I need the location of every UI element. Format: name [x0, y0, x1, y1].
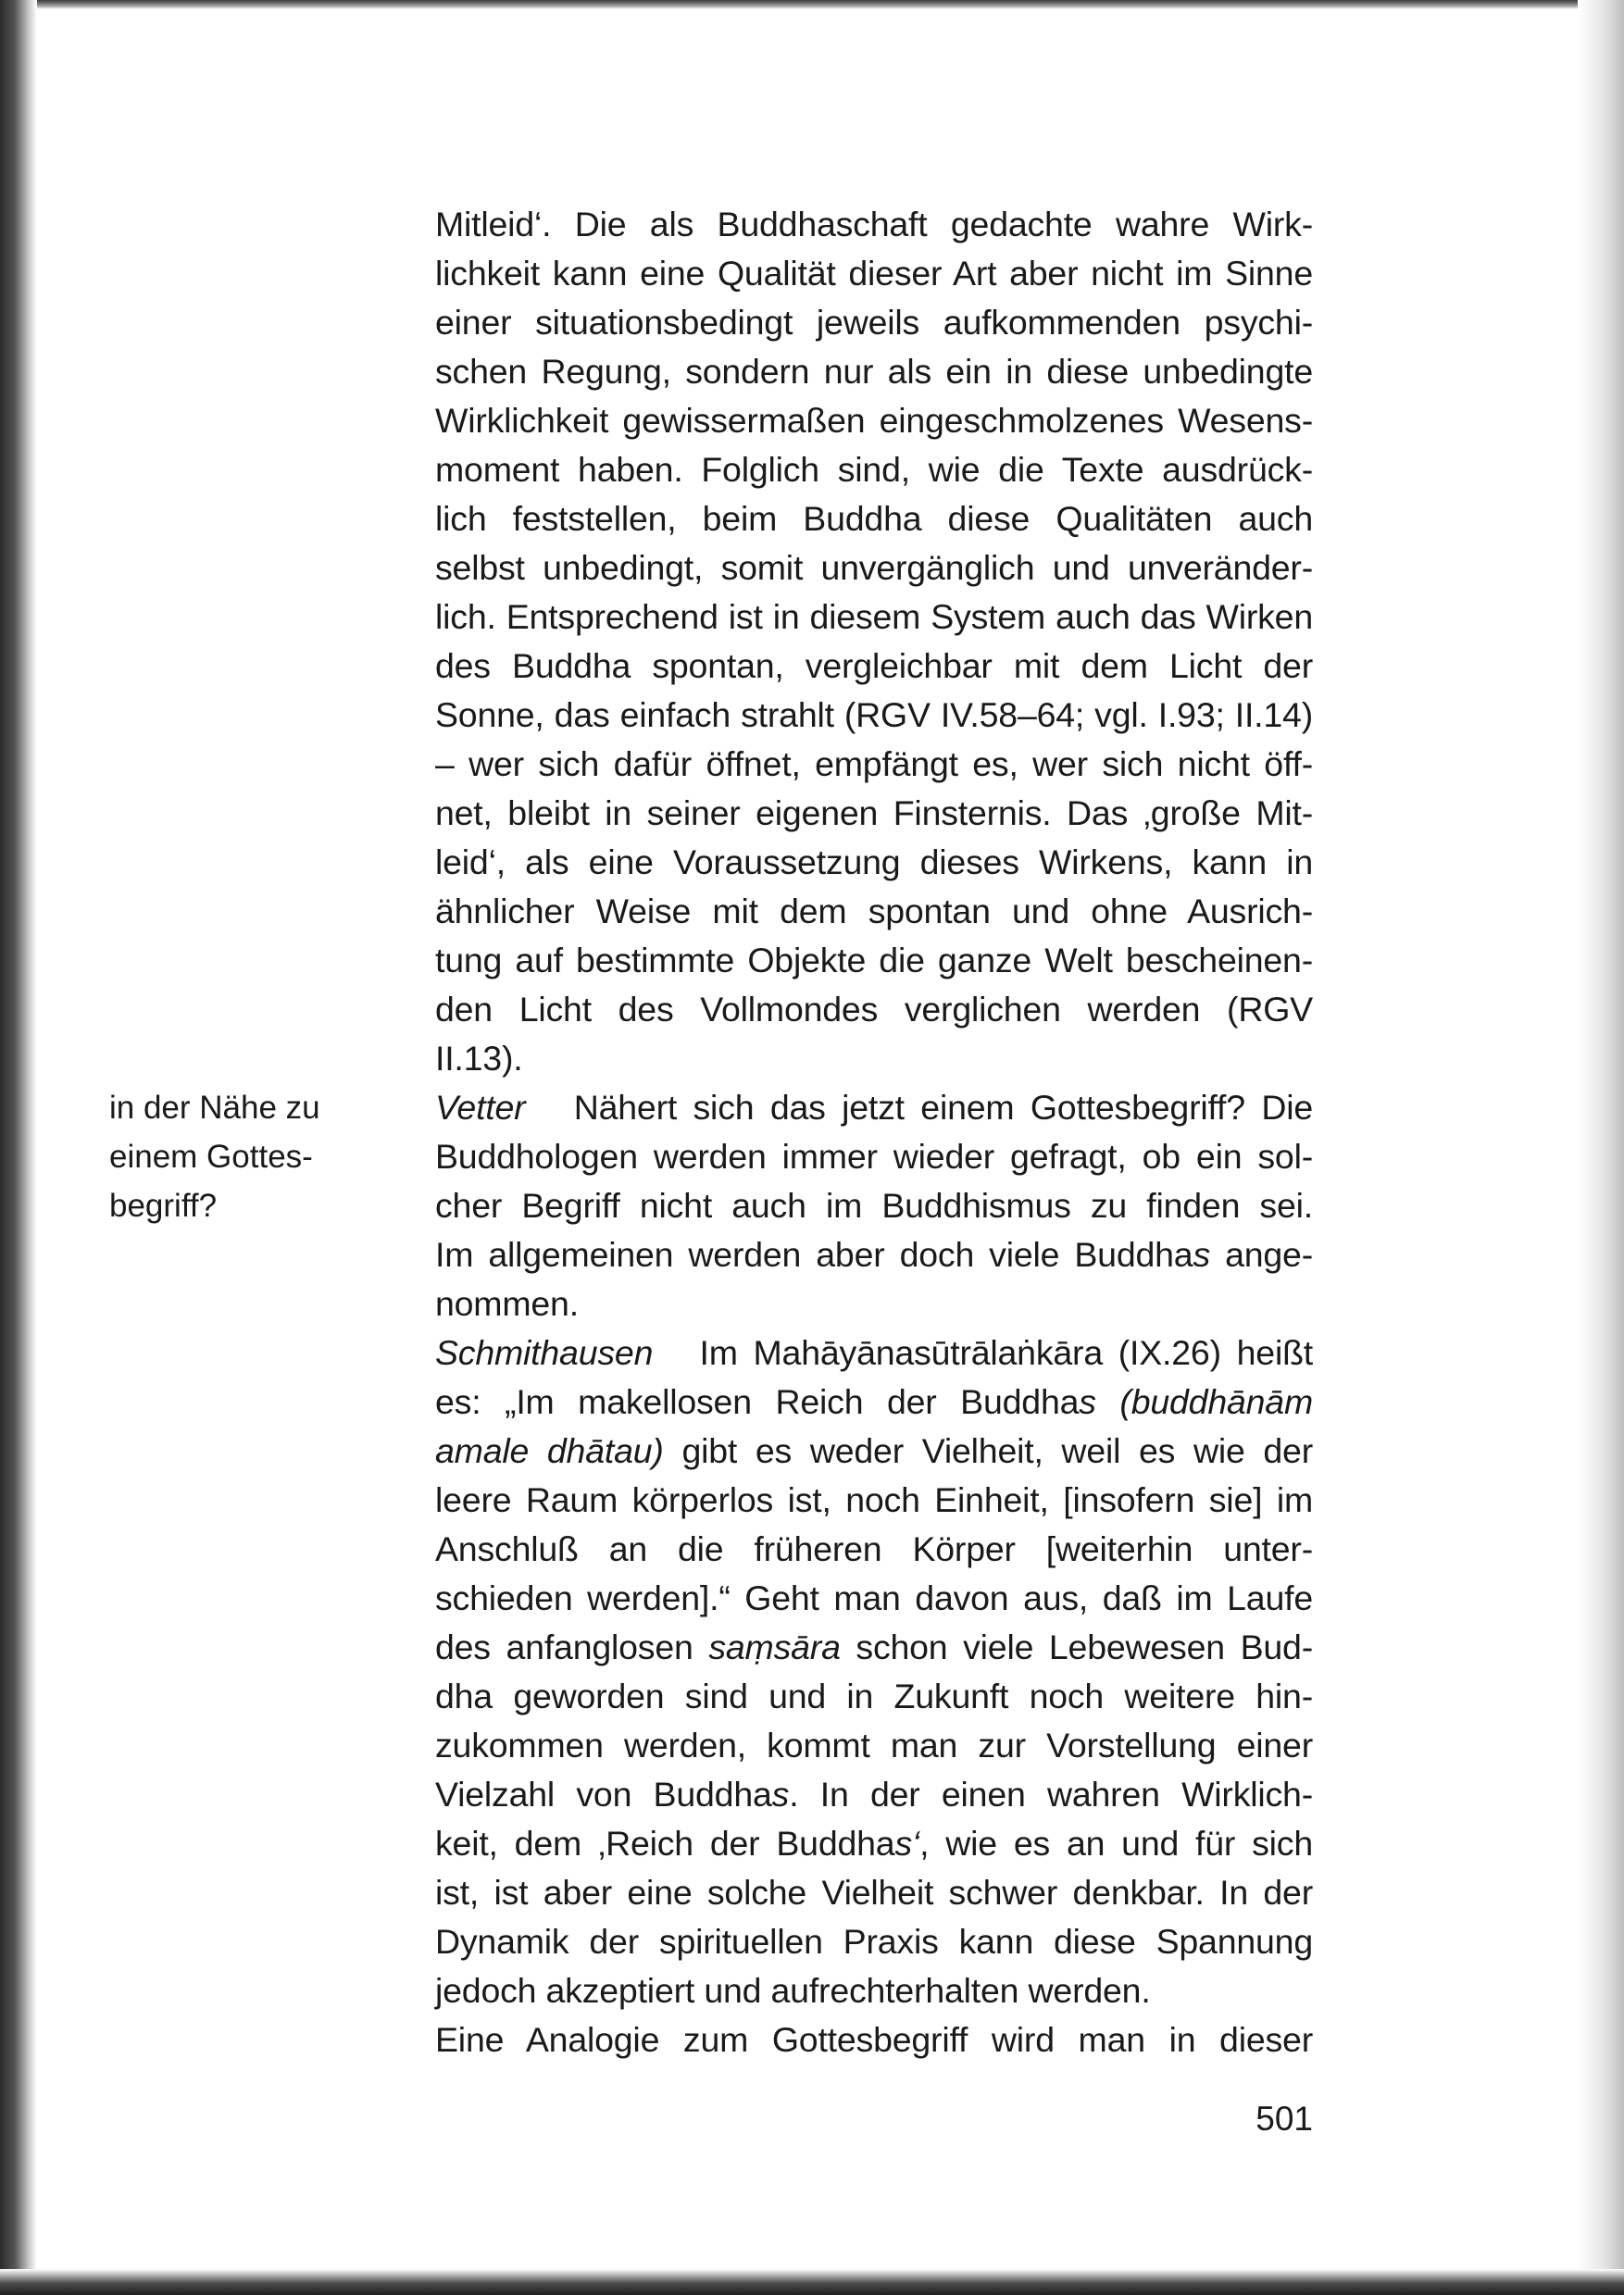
margin-note [109, 1083, 378, 1230]
text-span: Nähert sich das jetzt einem Gottesbegriff? Die [573, 1088, 1313, 1127]
text-line: lich. Entsprechend ist in diesem System auch das Wirken [435, 597, 1313, 636]
text-line: leid‘, als eine Voraussetzung dieses Wirkens, kann in [435, 842, 1313, 881]
text-line: einer situationsbedingt jeweils aufkommenden psychi- [435, 303, 1313, 342]
main-text-column [435, 200, 1313, 2064]
text-line: lich feststellen, beim Buddha diese Qualitäten auch [435, 499, 1313, 538]
text-line: nommen. [435, 1284, 579, 1323]
text-line: Buddhologen werden immer wieder gefragt, ob ein sol- [435, 1137, 1313, 1176]
text-line: cher Begriff nicht auch im Buddhismus zu finden sei. [435, 1186, 1313, 1225]
text-line: selbst unbedingt, somit unvergänglich und unveränder- [435, 548, 1313, 587]
speaker-label-schmithausen: Schmithausen [435, 1333, 654, 1372]
text-span: Vielzahl von Buddha [435, 1775, 772, 1814]
italic-span: amale dhātau) [435, 1431, 664, 1470]
text-line [435, 1623, 1313, 1672]
scan-edge-right [1578, 0, 1624, 2295]
text-span: , wie es an und für sich [919, 1824, 1313, 1863]
speaker-label-vetter: Vetter [435, 1088, 526, 1127]
text-line [435, 1819, 1313, 1868]
text-line: Eine Analogie zum Gottesbegriff wird man in dieser [435, 2020, 1313, 2059]
italic-span: saṃsāra [708, 1628, 841, 1666]
text-line [435, 1378, 1313, 1427]
text-line: ähnlicher Weise mit dem spontan und ohne Ausrich- [435, 892, 1313, 930]
text-line [435, 1083, 1313, 1132]
text-line: den Licht des Vollmondes verglichen werden (RGV [435, 990, 1313, 1029]
text-span: gibt es weder Vielheit, weil es wie der [663, 1431, 1313, 1470]
text-line [435, 1770, 1313, 1819]
margin-note-line: einem Gottes- [109, 1139, 313, 1175]
text-line: net, bleibt in seiner eigenen Finsternis. Das ‚große Mit- [435, 793, 1313, 832]
text-line: – wer sich dafür öffnet, empfängt es, wer sich nicht öff- [435, 744, 1313, 783]
scan-edge-left [0, 0, 37, 2295]
text-line: zukommen werden, kommt man zur Vorstellung einer [435, 1726, 1313, 1765]
text-line: Anschluß an die früheren Körper [weiterhin unter- [435, 1529, 1313, 1568]
text-line [435, 1328, 1313, 1378]
text-line: lichkeit kann eine Qualität dieser Art aber nicht im Sinne [435, 254, 1313, 293]
text-line: leere Raum körperlos ist, noch Einheit, [insofern sie] im [435, 1480, 1313, 1519]
text-line: jedoch akzeptiert und aufrechterhalten werden. [435, 1971, 1151, 2010]
margin-note-line: begriff? [109, 1188, 218, 1224]
text-line: tung auf bestimmte Objekte die ganze Welt bescheinen- [435, 941, 1313, 979]
text-span: Im Mahāyānasūtrālaṅkāra (IX.26) heißt [699, 1333, 1314, 1372]
text-line: Wirklichkeit gewissermaßen eingeschmolzenes Wesens- [435, 401, 1313, 440]
text-line: dha geworden sind und in Zukunft noch weitere hin- [435, 1677, 1313, 1715]
text-span: Im allgemeinen werden aber doch viele Buddha [435, 1235, 1193, 1274]
text-span: es: „Im makellosen Reich der Buddha [435, 1382, 1080, 1421]
text-line: des Buddha spontan, vergleichbar mit dem Licht der [435, 646, 1313, 685]
italic-span: s [771, 1775, 790, 1814]
page-number: 501 [1255, 2100, 1313, 2138]
text-span: des anfanglosen [435, 1628, 709, 1666]
text-span: keit, dem ‚Reich der Buddha [435, 1824, 895, 1863]
italic-span: s [1193, 1235, 1211, 1274]
text-line: Mitleid‘. Die als Buddhaschaft gedachte wahre Wirk- [435, 205, 1313, 243]
text-span: . In der einen wahren Wirklich- [789, 1775, 1313, 1814]
text-line [435, 1230, 1313, 1279]
text-line: II.13). [435, 1039, 523, 1078]
margin-note-line: in der Nähe zu [109, 1090, 320, 1126]
scan-edge-top [0, 0, 1624, 9]
text-line: schieden werden].“ Geht man davon aus, daß im Laufe [435, 1578, 1313, 1617]
text-line [435, 1427, 1313, 1476]
text-line: schen Regung, sondern nur als ein in diese unbedingte [435, 352, 1313, 391]
text-span: ange- [1210, 1235, 1313, 1274]
scan-edge-bottom [0, 2269, 1624, 2295]
text-line: moment haben. Folglich sind, wie die Texte ausdrück- [435, 450, 1313, 489]
text-line: Dynamik der spirituellen Praxis kann diese Spannung [435, 1922, 1313, 1961]
italic-span: s‘ [894, 1824, 920, 1863]
text-line: ist, ist aber eine solche Vielheit schwer denkbar. In der [435, 1873, 1313, 1912]
text-span: schon viele Lebewesen Bud- [840, 1628, 1313, 1666]
italic-span: s (buddhānām [1079, 1382, 1313, 1421]
text-line: Sonne, das einfach strahlt (RGV IV.58–64; vgl. I.93; II.14) [435, 695, 1313, 734]
